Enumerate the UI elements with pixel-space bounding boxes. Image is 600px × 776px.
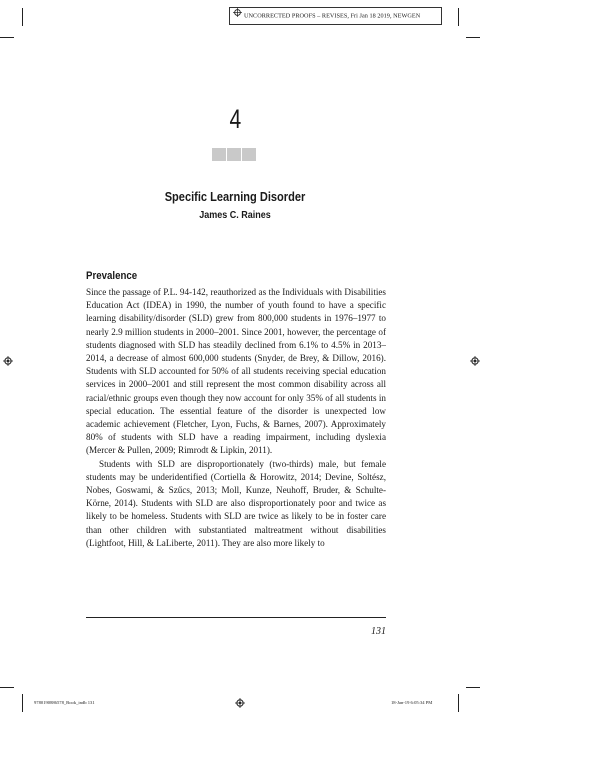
chapter-title: Specific Learning Disorder (164, 189, 306, 204)
paragraph: Since the passage of P.L. 94-142, reauthorized as the Individuals with Disabilities Education Act (IDEA) in 1990, the number of youth found to have a specific learning disability/disorder (SLD) grew from 800,000 students in 1976–1977 to nearly 2.9 million students in 2000–2001. Since 2001, however, the percentage of students diagnosed with SLD has steadily declined from 6.1% to 4.5% in 2013–2014, a decrease of almost 600,000 students (Snyder, de Brey, & Dillow, 2016). Students with SLD accounted for 50% of all students receiving special education services in 2000–2001 and still represent the most common disability across all racial/ethnic groups even though they now account for only 35% of all students in special education. The essential feature of the disorder is unexpected low academic achievement (Fletcher, Lyon, Fuchs, & Barnes, 2007). Approximately 80% of students with SLD have a reading impairment, including dyslexia (Mercer & Pullen, 2009; Rimrodt & Lipkin, 2011). (86, 287, 386, 456)
crop-mark (466, 687, 480, 688)
footer-rule (86, 617, 386, 618)
crop-mark (466, 37, 480, 38)
registration-mark-icon (235, 698, 245, 708)
chapter-ornament (212, 148, 257, 166)
crop-mark (22, 8, 23, 26)
section-heading: Prevalence (86, 270, 138, 282)
registration-mark-icon (3, 356, 13, 366)
chapter-author: James C. Raines (199, 210, 271, 221)
crop-mark (0, 37, 14, 38)
file-label: 9780190886578_Book_indb 131 (34, 700, 95, 705)
crop-mark (458, 694, 459, 712)
timestamp: 18-Jan-19 6:05:34 PM (391, 700, 433, 705)
crop-mark (458, 8, 459, 26)
page-number: 131 (371, 626, 386, 637)
paragraph: Students with SLD are disproportionately (two-thirds) male, but female students may be underidentified (Cortiella & Horowitz, 2014; Devine, Soltész, Nobes, Goswami, & Szűcs, 2013; Moll, Kunze, Neuhoff, Bruder, & Schulte-Körne, 2014). Students with SLD are also disproportionately poor and twice as likely to be homeless. Students with SLD are twice as likely to be in foster care than other children with substantiated maltreatment without disabilities (Lightfoot, Hill, & LaLiberte, 2011). They are also more likely to (86, 458, 386, 548)
crop-mark (0, 687, 14, 688)
proof-header (229, 7, 442, 25)
body-text (86, 286, 386, 550)
proof-label: UNCORRECTED PROOFS – REVISES, Fri Jan 18 2019, NEWGEN (244, 12, 421, 20)
registration-mark-icon (233, 8, 242, 24)
registration-mark-icon (470, 356, 480, 366)
crop-mark (22, 694, 23, 712)
chapter-number: 4 (229, 104, 241, 134)
